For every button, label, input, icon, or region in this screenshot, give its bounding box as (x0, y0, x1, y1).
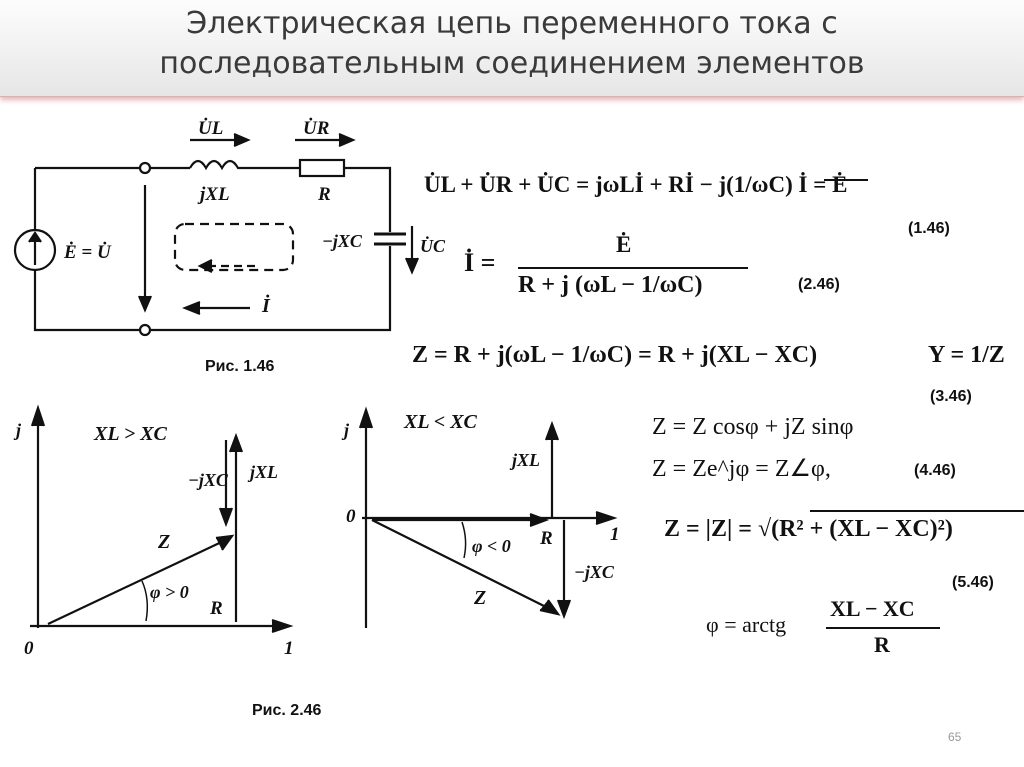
vd1-jxl: jXL (250, 462, 279, 482)
vd2-jxl: jXL (512, 450, 541, 470)
vd1-origin: 0 (24, 638, 34, 659)
inductor (190, 161, 246, 168)
vd2-origin: 0 (346, 506, 356, 527)
label-current: İ (262, 295, 270, 317)
equation-4a: Z = Z cosφ + jZ sinφ (652, 414, 854, 440)
capacitor (374, 234, 406, 244)
equation-6-numerator: XL − XC (830, 596, 915, 621)
resistor (300, 160, 344, 176)
equation-2-lhs: İ = (464, 248, 496, 277)
equation-2-denominator: R + j (ωL − 1/ωC) (518, 272, 703, 298)
label-jxc: −jXC (322, 231, 362, 251)
vd2-condition: XL < XC (404, 411, 477, 433)
vd1-r: R (210, 598, 223, 619)
vd1-angle: φ > 0 (150, 582, 189, 602)
label-uc: U̇C (420, 236, 446, 256)
vd1-z: Z (158, 531, 171, 553)
equation-3: Z = R + j(ωL − 1/ωC) = R + j(XL − XC) (412, 342, 818, 368)
equation-1: U̇L + U̇R + U̇C = jωLİ + Rİ − j(1/ωC) İ = Ė (424, 172, 848, 197)
vd1-axis-1: 1 (284, 638, 294, 659)
equation-5-number: (5.46) (952, 574, 994, 591)
slide-title-line1: Электрическая цепь переменного тока с (186, 6, 838, 41)
equation-6-denominator: R (874, 632, 890, 657)
vd1-condition: XL > XC (94, 423, 167, 445)
equation-5: Z = |Z| = √(R² + (XL − XC)²) (664, 516, 953, 542)
equation-2-number: (2.46) (798, 276, 840, 293)
equation-6-lhs: φ = arctg (706, 612, 787, 637)
vd2-axis-j: j (344, 420, 350, 440)
vector-z-2 (372, 520, 556, 612)
vd2-neg-jxc: −jXC (574, 562, 614, 582)
equation-1-number: (1.46) (908, 220, 950, 237)
vd2-z: Z (474, 587, 487, 609)
equation-3-number: (3.46) (930, 388, 972, 405)
equation-3-admittance: Y = 1/Z (928, 342, 1005, 368)
vector-z-1 (48, 538, 230, 624)
slide-title-line2: последовательным соединением элементов (159, 46, 865, 81)
vd2-angle: φ < 0 (472, 536, 511, 556)
vd1-axis-j: j (16, 420, 22, 440)
label-ul: U̇L (198, 118, 224, 139)
equation-4b: Z = Ze^jφ = Z∠φ, (652, 456, 831, 482)
figure-caption-2: Рис. 2.46 (252, 702, 322, 719)
vd2-r: R (540, 528, 553, 549)
vd2-axis-1: 1 (610, 524, 620, 545)
equation-4-number: (4.46) (914, 462, 956, 479)
label-source: Ė = U̇ (64, 242, 111, 263)
vector-diagram-2 (360, 410, 614, 628)
page-number: 65 (948, 730, 962, 744)
label-jxl: jXL (200, 184, 230, 205)
vd1-neg-jxc: −jXC (188, 470, 228, 490)
equation-2-numerator: Ė (616, 232, 632, 257)
label-r: R (318, 184, 331, 205)
label-ur: U̇R (303, 118, 330, 139)
figure-caption-1: Рис. 1.46 (205, 358, 275, 375)
